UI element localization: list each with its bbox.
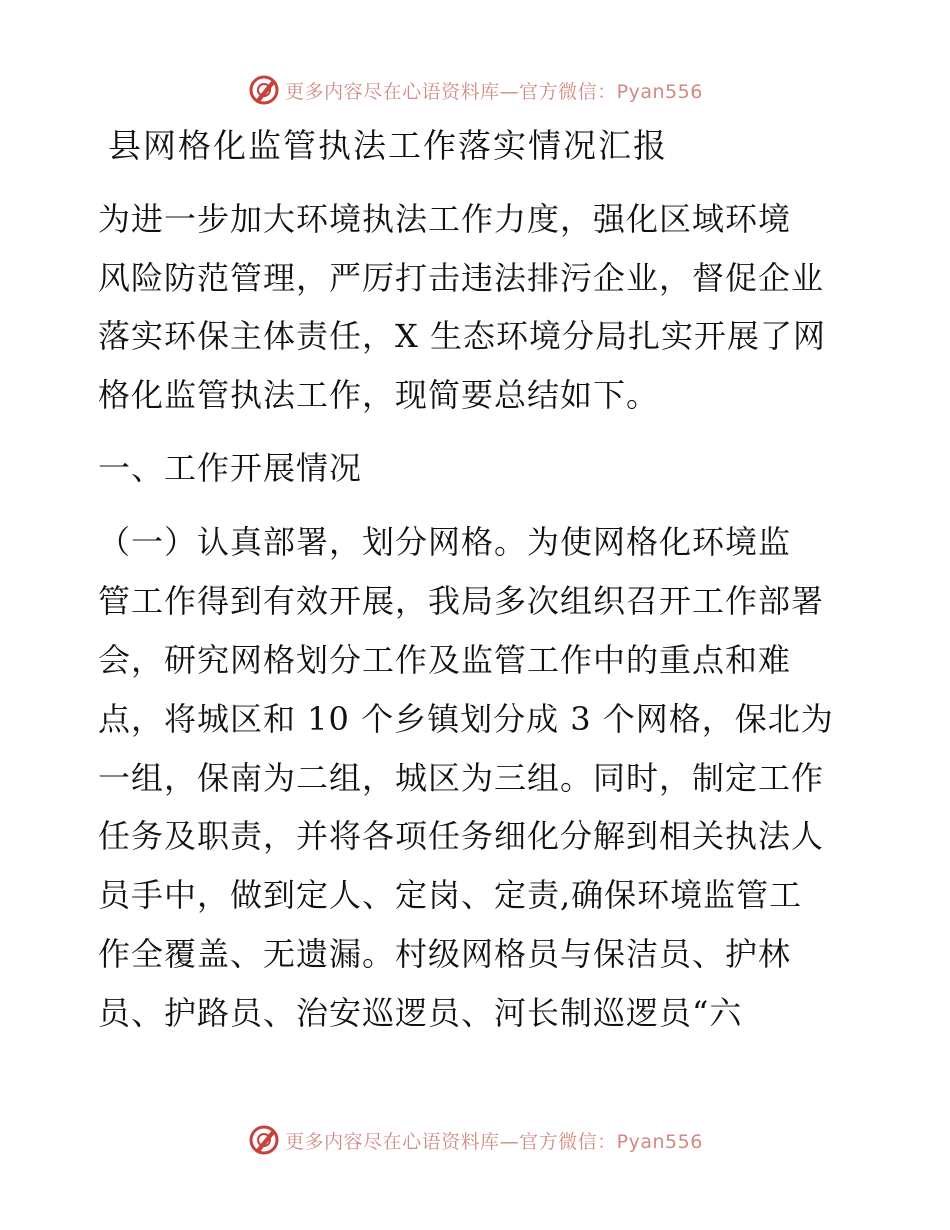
paragraph-line: 格化监管执法工作，现简要总结如下。: [98, 376, 660, 414]
paragraph-line: 风险防范管理，严厉打击违法排污企业，督促企业: [98, 259, 825, 297]
watermark-text: 更多内容尽在心语资料库—官方微信：Pyan556: [285, 1130, 703, 1153]
quill-logo-icon: [247, 73, 281, 107]
paragraph-line: 点，将城区和 10 个乡镇划分成 3 个网格，保北为: [98, 700, 834, 738]
footer-watermark: [0, 1120, 950, 1160]
paragraph-line: 落实环保主体责任，X 生态环境分局扎实开展了网: [98, 317, 826, 355]
paragraph-line: 为进一步加大环境执法工作力度，强化区域环境: [98, 200, 792, 238]
paragraph-line: 一组，保南为二组，城区为三组。同时，制定工作: [98, 759, 825, 797]
paragraph-line: 任务及职责，并将各项任务细化分解到相关执法人: [98, 817, 825, 855]
document-title: 县网格化监管执法工作落实情况汇报: [108, 126, 668, 165]
paragraph-line: 管工作得到有效开展，我局多次组织召开工作部署: [98, 582, 825, 620]
paragraph-line: （一）认真部署，划分网格。为使网格化环境监: [98, 523, 792, 561]
watermark-text: 更多内容尽在心语资料库—官方微信：Pyan556: [285, 80, 703, 103]
section-heading: 一、工作开展情况: [98, 449, 363, 487]
header-watermark: [0, 70, 950, 110]
paragraph-line: 员、护路员、治安巡逻员、河长制巡逻员“六: [98, 994, 743, 1032]
paragraph-line: 作全覆盖、无遗漏。村级网格员与保洁员、护林: [98, 935, 792, 973]
paragraph-line: 员手中，做到定人、定岗、定责,确保环境监管工: [98, 876, 803, 914]
quill-logo-icon: [247, 1123, 281, 1157]
paragraph-line: 会，研究网格划分工作及监管工作中的重点和难: [98, 641, 792, 679]
